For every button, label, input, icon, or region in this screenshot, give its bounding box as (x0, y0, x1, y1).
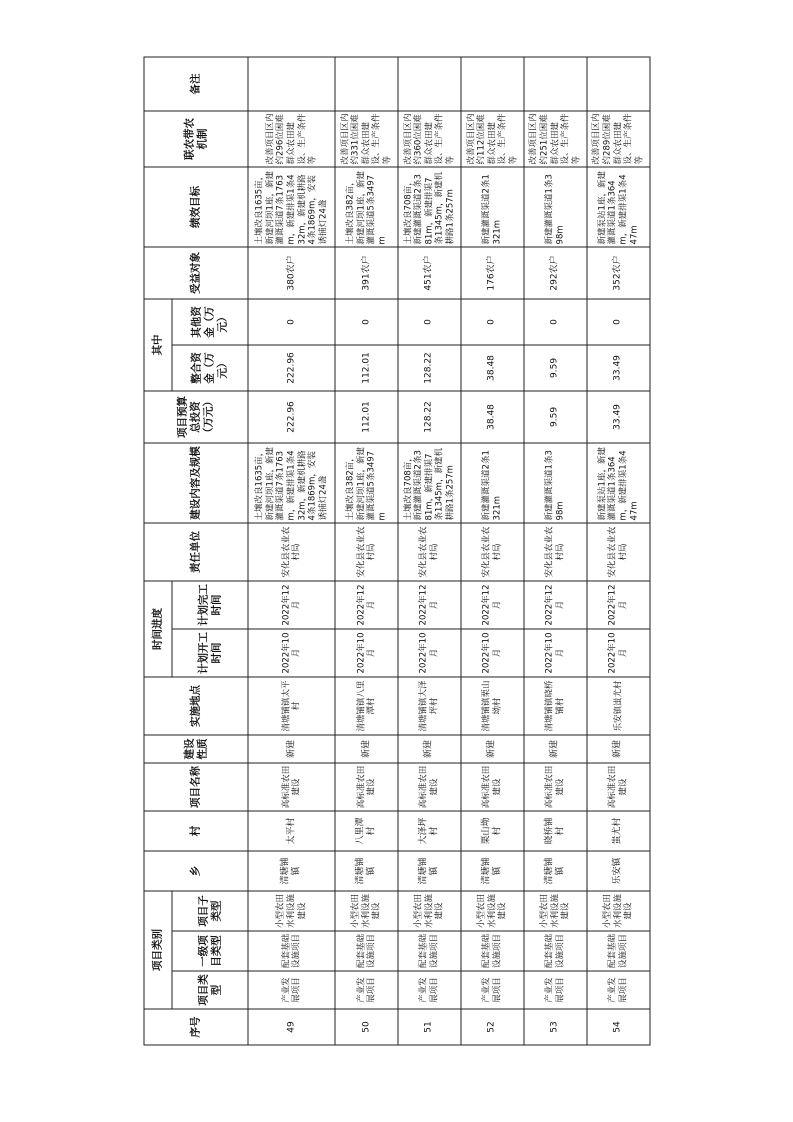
header-build-nature: 建设性质 (144, 734, 248, 762)
header-budget: 项目预算总投资（万元） (144, 390, 248, 442)
township-cell: 清塘铺镇 (524, 850, 587, 890)
remarks-cell (524, 56, 587, 110)
integrated-cell: 112.01 (335, 344, 398, 390)
target-cell: 新建泵站1座，新建灌溉渠道1条364m，新建排渠1条447m (587, 166, 650, 246)
mechanism-cell: 改善项目区内约331位困难群众农田建设、生产条件等 (335, 110, 398, 166)
project-name-cell: 高标准农田建设 (398, 762, 461, 810)
other-cell: 0 (461, 298, 524, 344)
cat-type-cell: 产业发展项目 (587, 971, 650, 1009)
start-cell: 2022年10月 (524, 628, 587, 676)
header-township: 乡 (144, 850, 248, 890)
build-nature-cell: 新建 (461, 734, 524, 762)
table-row (587, 56, 650, 1044)
unit-cell: 安化县农业农村局 (524, 522, 587, 580)
project-table (143, 56, 650, 1045)
header-start: 计划开工时间 (172, 628, 248, 676)
remarks-cell (398, 56, 461, 110)
target-cell: 土壤改良382亩，新建河坝1座，新建灌溉渠道5条3497m (335, 166, 398, 246)
project-name-cell: 高标准农田建设 (524, 762, 587, 810)
start-cell: 2022年10月 (398, 628, 461, 676)
header-row-top (144, 56, 172, 1044)
content-cell: 土壤改良382亩，新建河坝1座，新建灌溉渠道5条3497m (335, 442, 398, 522)
content-cell: 土壤改良708亩，新建灌溉渠道2条381m，新建排渠7条1345m，新建机耕路1条257m (398, 442, 461, 522)
cat-level1-cell: 配套基础设施项目 (398, 931, 461, 971)
header-other: 其他资金（万元） (172, 298, 248, 344)
target-cell: 新建灌溉渠道1条398m (524, 166, 587, 246)
unit-cell: 安化县农业农村局 (398, 522, 461, 580)
cat-type-cell: 产业发展项目 (335, 971, 398, 1009)
village-cell: 晓桥铺村 (524, 810, 587, 850)
table-row (461, 56, 524, 1044)
end-cell: 2022年12月 (587, 580, 650, 628)
budget-cell: 38.48 (461, 390, 524, 442)
header-beneficiaries: 受益对象 (144, 246, 248, 298)
project-name-cell: 高标准农田建设 (587, 762, 650, 810)
header-seq: 序号 (144, 1009, 248, 1045)
location-cell: 清塘铺镇栗山坳村 (461, 676, 524, 734)
seq-cell: 50 (335, 1009, 398, 1045)
header-mechanism: 联农带农机制 (144, 110, 248, 166)
header-village: 村 (144, 810, 248, 850)
target-cell: 土壤改良708亩，新建灌溉渠道2条381m，新建排渠7条1345m，新建机耕路1条257m (398, 166, 461, 246)
project-name-cell: 高标准农田建设 (461, 762, 524, 810)
header-among-group: 其中 (144, 298, 172, 390)
project-name-cell: 高标准农田建设 (248, 762, 335, 810)
cat-sub-cell: 小型农田水利设施建设 (335, 890, 398, 930)
build-nature-cell: 新建 (587, 734, 650, 762)
content-cell: 土壤改良1635亩，新建河坝1座，新建灌溉渠道7条1763m，新建排渠1条432m，新建机耕路4条1869m，安装诱捕灯24盏 (248, 442, 335, 522)
end-cell: 2022年12月 (524, 580, 587, 628)
remarks-cell (461, 56, 524, 110)
header-location: 实施地点 (144, 676, 248, 734)
build-nature-cell: 新建 (398, 734, 461, 762)
integrated-cell: 33.49 (587, 344, 650, 390)
content-cell: 新建灌溉渠道2条1321m (461, 442, 524, 522)
budget-cell: 33.49 (587, 390, 650, 442)
other-cell: 0 (524, 298, 587, 344)
cat-type-cell: 产业发展项目 (461, 971, 524, 1009)
other-cell: 0 (398, 298, 461, 344)
end-cell: 2022年12月 (398, 580, 461, 628)
table-row (524, 56, 587, 1044)
seq-cell: 54 (587, 1009, 650, 1045)
header-cat-sub: 项目子类型 (172, 890, 248, 930)
end-cell: 2022年12月 (335, 580, 398, 628)
remarks-cell (587, 56, 650, 110)
location-cell: 清塘铺镇晓桥铺村 (524, 676, 587, 734)
header-project-name: 项目名称 (144, 762, 248, 810)
cat-sub-cell: 小型农田水利设施建设 (524, 890, 587, 930)
end-cell: 2022年12月 (461, 580, 524, 628)
cat-level1-cell: 配套基础设施项目 (461, 931, 524, 971)
village-cell: 太平村 (248, 810, 335, 850)
start-cell: 2022年10月 (248, 628, 335, 676)
remarks-cell (335, 56, 398, 110)
header-category-group: 项目类别 (144, 890, 172, 1008)
location-cell: 清塘铺镇大泽坪村 (398, 676, 461, 734)
other-cell: 0 (248, 298, 335, 344)
header-cat-type: 项目类型 (172, 971, 248, 1009)
build-nature-cell: 新建 (335, 734, 398, 762)
budget-cell: 9.59 (524, 390, 587, 442)
integrated-cell: 9.59 (524, 344, 587, 390)
build-nature-cell: 新建 (248, 734, 335, 762)
header-remarks: 备注 (144, 56, 248, 110)
location-cell: 清塘铺镇八里潭村 (335, 676, 398, 734)
unit-cell: 安化县农业农村局 (461, 522, 524, 580)
rotated-table-page (143, 72, 650, 1045)
cat-level1-cell: 配套基础设施项目 (248, 931, 335, 971)
township-cell: 乐安镇 (587, 850, 650, 890)
target-cell: 新建灌溉渠道2条1321m (461, 166, 524, 246)
other-cell: 0 (335, 298, 398, 344)
table-row (248, 56, 335, 1044)
project-name-cell: 高标准农田建设 (335, 762, 398, 810)
integrated-cell: 38.48 (461, 344, 524, 390)
table-row (398, 56, 461, 1044)
header-content: 建设内容及规模 (144, 442, 248, 522)
beneficiaries-cell: 292农户 (524, 246, 587, 298)
beneficiaries-cell: 352农户 (587, 246, 650, 298)
build-nature-cell: 新建 (524, 734, 587, 762)
header-cat-level1: 一级项目类型 (172, 931, 248, 971)
beneficiaries-cell: 451农户 (398, 246, 461, 298)
cat-sub-cell: 小型农田水利设施建设 (248, 890, 335, 930)
target-cell: 土壤改良1635亩，新建河坝1座，新建灌溉渠道7条1763m，新建排渠1条432m，新建机耕路4条1869m，安装诱捕灯24盏 (248, 166, 335, 246)
village-cell: 栗山坳村 (461, 810, 524, 850)
cat-sub-cell: 小型农田水利设施建设 (587, 890, 650, 930)
unit-cell: 安化县农业农村局 (587, 522, 650, 580)
village-cell: 大泽坪村 (398, 810, 461, 850)
beneficiaries-cell: 176农户 (461, 246, 524, 298)
seq-cell: 49 (248, 1009, 335, 1045)
cat-level1-cell: 配套基础设施项目 (587, 931, 650, 971)
other-cell: 0 (587, 298, 650, 344)
start-cell: 2022年10月 (335, 628, 398, 676)
mechanism-cell: 改善项目区内约289位困难群众农田建设、生产条件等 (587, 110, 650, 166)
mechanism-cell: 改善项目区内约251位困难群众农田建设、生产条件等 (524, 110, 587, 166)
content-cell: 新建灌溉渠道1条398m (524, 442, 587, 522)
budget-cell: 222.96 (248, 390, 335, 442)
seq-cell: 52 (461, 1009, 524, 1045)
cat-type-cell: 产业发展项目 (248, 971, 335, 1009)
budget-cell: 112.01 (335, 390, 398, 442)
mechanism-cell: 改善项目区内约360位困难群众农田建设、生产条件等 (398, 110, 461, 166)
remarks-cell (248, 56, 335, 110)
budget-cell: 128.22 (398, 390, 461, 442)
integrated-cell: 222.96 (248, 344, 335, 390)
cat-level1-cell: 配套基础设施项目 (335, 931, 398, 971)
start-cell: 2022年10月 (461, 628, 524, 676)
integrated-cell: 128.22 (398, 344, 461, 390)
cat-sub-cell: 小型农田水利设施建设 (398, 890, 461, 930)
cat-type-cell: 产业发展项目 (524, 971, 587, 1009)
header-schedule-group: 时间进度 (144, 580, 172, 676)
location-cell: 乐安镇蚩尤村 (587, 676, 650, 734)
village-cell: 蚩尤村 (587, 810, 650, 850)
mechanism-cell: 改善项目区内约112位困难群众农田建设、生产条件等 (461, 110, 524, 166)
unit-cell: 安化县农业农村局 (335, 522, 398, 580)
unit-cell: 安化县农业农村局 (248, 522, 335, 580)
end-cell: 2022年12月 (248, 580, 335, 628)
mechanism-cell: 改善项目区内约296位困难群众农田建设、生产条件等 (248, 110, 335, 166)
township-cell: 清塘铺镇 (335, 850, 398, 890)
township-cell: 清塘铺镇 (461, 850, 524, 890)
township-cell: 清塘铺镇 (248, 850, 335, 890)
cat-level1-cell: 配套基础设施项目 (524, 931, 587, 971)
beneficiaries-cell: 380农户 (248, 246, 335, 298)
header-target: 绩效目标 (144, 166, 248, 246)
village-cell: 八里潭村 (335, 810, 398, 850)
location-cell: 清塘铺镇太平村 (248, 676, 335, 734)
content-cell: 新建泵站1座，新建灌溉渠道1条364m，新建排渠1条447m (587, 442, 650, 522)
cat-type-cell: 产业发展项目 (398, 971, 461, 1009)
header-integrated: 整合资金（万元） (172, 344, 248, 390)
table-row (335, 56, 398, 1044)
seq-cell: 53 (524, 1009, 587, 1045)
start-cell: 2022年10月 (587, 628, 650, 676)
beneficiaries-cell: 391农户 (335, 246, 398, 298)
cat-sub-cell: 小型农田水利设施建设 (461, 890, 524, 930)
header-end: 计划完工时间 (172, 580, 248, 628)
township-cell: 清塘铺镇 (398, 850, 461, 890)
seq-cell: 51 (398, 1009, 461, 1045)
header-unit: 责任单位 (144, 522, 248, 580)
